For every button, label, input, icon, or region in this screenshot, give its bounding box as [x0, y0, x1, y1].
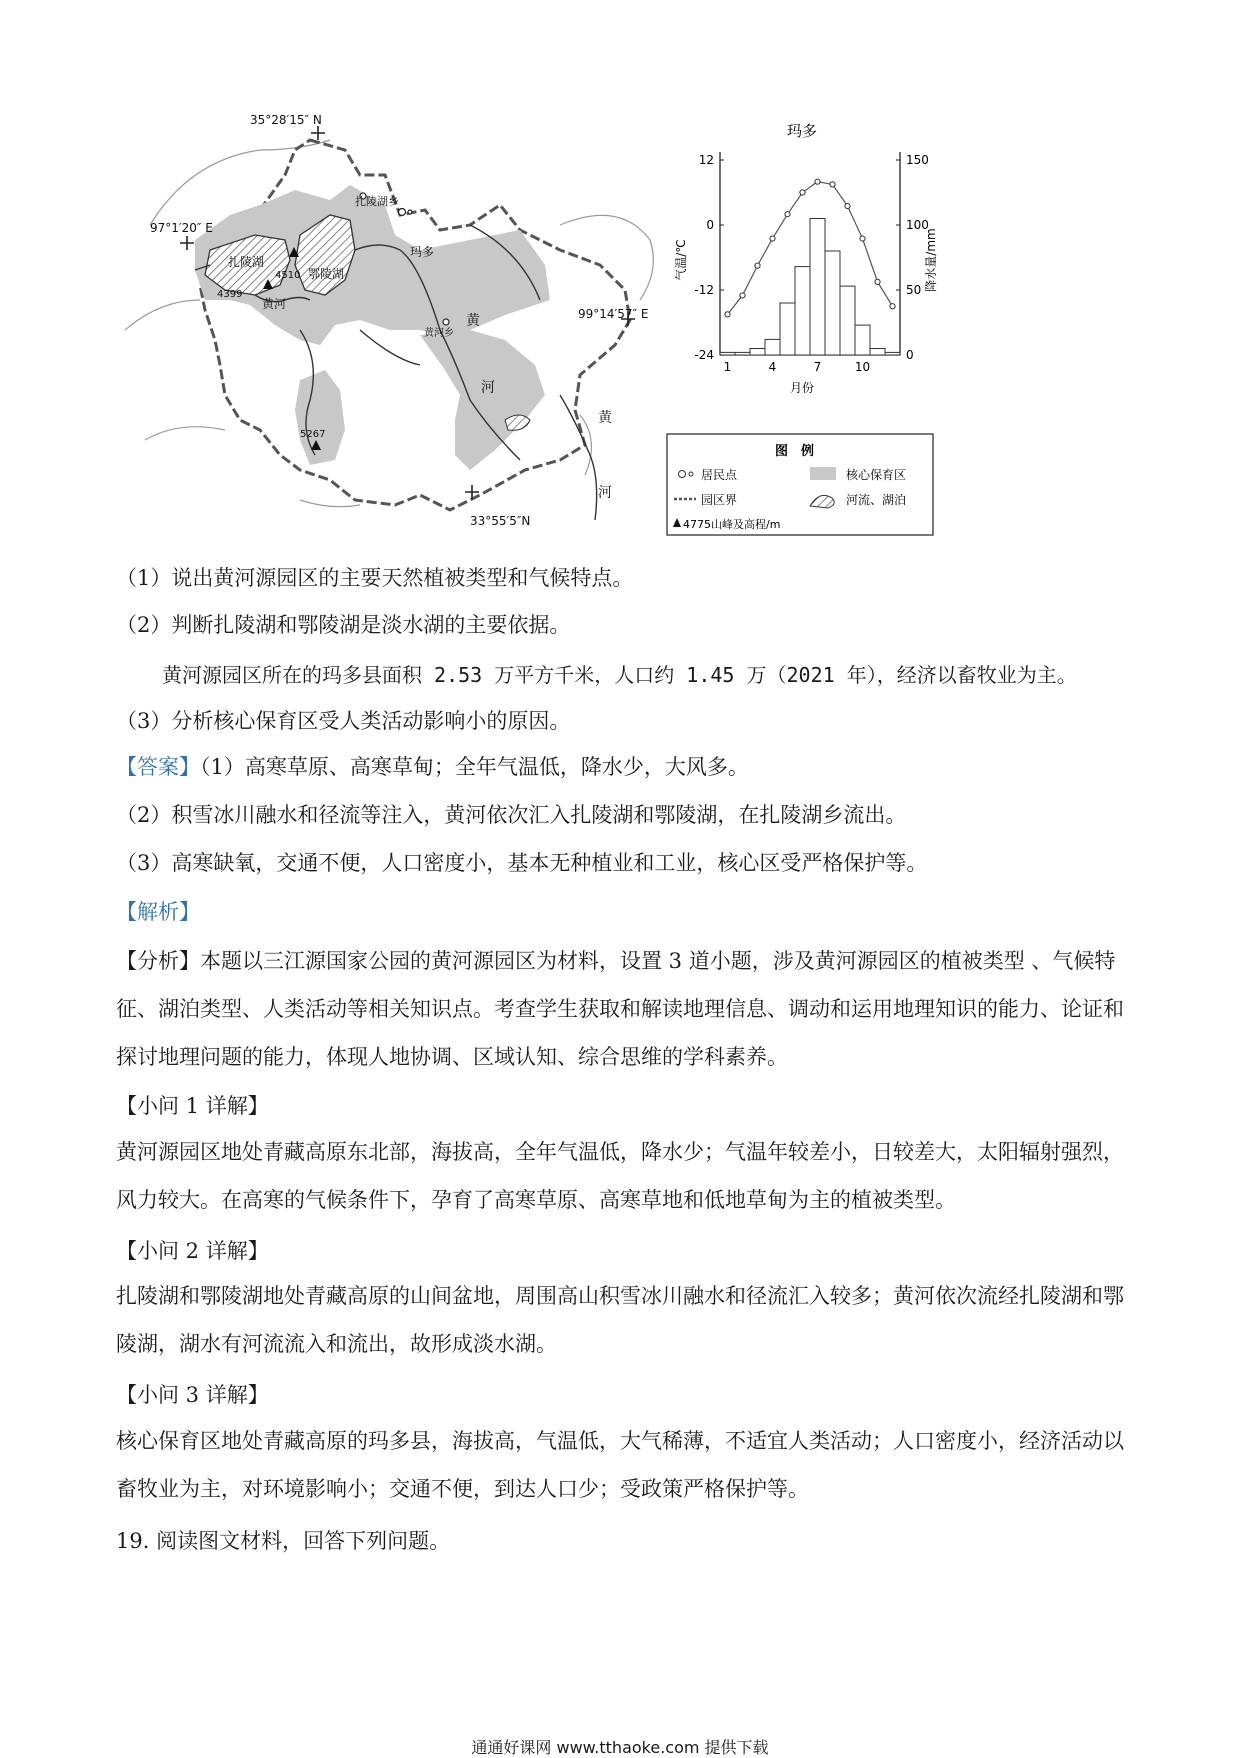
climate-chart	[660, 110, 960, 410]
precip-bar	[855, 325, 870, 355]
temperature-point	[770, 236, 775, 241]
detail-heading-3: 【小问 3 详解】	[116, 1383, 269, 1407]
label-peak-4399: 4399	[217, 289, 243, 300]
answer-1: （1）高寒草原、高寒草甸；全年气温低，降水少，大风多。	[200, 755, 749, 779]
label-river-huang2: 黄	[598, 410, 612, 426]
detail-heading-1: 【小问 1 详解】	[116, 1094, 269, 1118]
answer-tag: 【答案】	[116, 755, 200, 779]
left-tick-label: 12	[698, 153, 714, 167]
answer-line-1	[116, 752, 749, 782]
chart-ylabel-left: 气温/℃	[674, 239, 688, 281]
small-lake	[505, 415, 530, 430]
answer-2: （2）积雪冰川融水和径流等注入，黄河依次汇入扎陵湖和鄂陵湖，在扎陵湖乡流出。	[116, 803, 907, 827]
answer-3: （3）高寒缺氧，交通不便，人口密度小，基本无种植业和工业，核心区受严格保护等。	[116, 851, 928, 875]
precip-bar	[795, 267, 810, 355]
temperature-point	[860, 236, 865, 241]
temperature-point	[890, 304, 895, 309]
temperature-point	[815, 179, 820, 184]
coord-left: 97°1′20″ E	[150, 221, 213, 235]
question-2: （2）判断扎陵湖和鄂陵湖是淡水湖的主要依据。	[116, 613, 571, 637]
coord-right: 99°14′57″ E	[578, 307, 649, 321]
footer: 通通好课网 www.tthaoke.com 提供下载	[471, 1738, 769, 1757]
label-peak-4510: 4510	[275, 270, 301, 281]
x-tick-label: 10	[854, 360, 871, 374]
x-tick-label: 7	[813, 360, 822, 374]
temperature-point	[740, 293, 745, 298]
x-tick-label: 1	[723, 360, 732, 374]
label-river-huang: 黄	[466, 313, 480, 329]
right-tick-label: 0	[906, 348, 914, 362]
legend-core-zone: 核心保育区	[846, 468, 907, 482]
label-maduo: 玛多	[410, 245, 435, 259]
map-svg	[0, 0, 1240, 560]
label-river-he2: 河	[598, 485, 612, 501]
label-zhalinghu-xiang: 扎陵湖乡	[355, 195, 399, 208]
material-text: 黄河源园区所在的玛多县面积 2.53 万平方千米，人口约 1.45 万（2021 年），经济以畜牧业为主。	[162, 663, 1077, 687]
figure-area	[0, 0, 1240, 560]
analysis-overview: 【分析】本题以三江源国家公园的黄河源园区为材料，设置 3 道小题，涉及黄河源园区的植被类型 、气候特征、湖泊类型、人类活动等相关知识点。考查学生获取和解读地理信息、调动和运用地理知识的能力、论证和探讨地理问题的能力，体现人地协调、区域认知、综合思维的学科素养。	[116, 949, 1124, 1069]
label-peak-5267: 5267	[300, 429, 326, 440]
detail-2: 扎陵湖和鄂陵湖地处青藏高原的山间盆地，周围高山积雪冰川融水和径流汇入较多；黄河依次流经扎陵湖和鄂陵湖，湖水有河流流入和流出，故形成淡水湖。	[116, 1284, 1124, 1356]
analysis-tag: 【解析】	[116, 900, 200, 924]
temperature-point	[845, 203, 850, 208]
label-lake-eling: 鄂陵湖	[308, 267, 345, 281]
x-tick-label: 4	[768, 360, 777, 374]
label-lake-zhaling: 扎陵湖	[228, 255, 265, 269]
temperature-point	[785, 212, 790, 217]
precip-bar	[750, 349, 765, 356]
detail-3: 核心保育区地处青藏高原的玛多县，海拔高，气温低，大气稀薄，不适宜人类活动；人口密度小，经济活动以畜牧业为主，对环境影响小；交通不便，到达人口少；受政策严格保护等。	[116, 1429, 1124, 1501]
next-question: 19. 阅读图文材料，回答下列问题。	[116, 1529, 451, 1553]
legend-river-lake: 河流、湖泊	[846, 493, 907, 507]
precip-bar	[780, 303, 795, 355]
precip-bar	[735, 352, 750, 355]
question-3: （3）分析核心保育区受人类活动影响小的原因。	[116, 709, 571, 733]
coord-top: 35°28′15″ N	[250, 113, 322, 127]
core-zones	[195, 185, 550, 470]
chart-ylabel-right: 降水量/mm	[924, 228, 938, 292]
label-river-huanghe: 黄河	[262, 297, 287, 311]
right-tick-label: 50	[906, 283, 922, 297]
left-tick-label: -24	[694, 348, 714, 362]
temperature-point	[830, 182, 835, 187]
precip-bar	[825, 251, 840, 355]
temperature-point	[800, 190, 805, 195]
right-tick-label: 150	[906, 153, 929, 167]
label-huangheyuan-xiang: 黄河乡	[424, 328, 454, 339]
temperature-point	[875, 279, 880, 284]
coord-bottom: 33°55′5″N	[470, 514, 531, 528]
core-zone-icon	[810, 467, 836, 480]
left-tick-label: 0	[706, 218, 714, 232]
residence-icon	[679, 471, 686, 478]
legend-residence: 居民点	[701, 468, 738, 482]
legend-peak: 4775山峰及高程/m	[683, 518, 781, 531]
chart-title: 玛多	[786, 122, 818, 140]
temperature-point	[725, 312, 730, 317]
detail-1: 黄河源园区地处青藏高原东北部，海拔高，全年气温低，降水少；气温年较差小，日较差大，太阳辐射强烈，风力较大。在高寒的气候条件下，孕育了高寒草原、高寒草地和低地草甸为主的植被类型。	[116, 1140, 1124, 1212]
precip-bar	[840, 286, 855, 355]
precip-bar	[810, 219, 825, 356]
right-tick-label: 100	[906, 218, 929, 232]
legend-title: 图 例	[775, 444, 815, 459]
label-river-he: 河	[481, 380, 495, 396]
detail-heading-2: 【小问 2 详解】	[116, 1239, 269, 1263]
question-1: （1）说出黄河源园区的主要天然植被类型和气候特点。	[116, 566, 634, 590]
precip-bar	[870, 349, 885, 356]
temperature-point	[755, 263, 760, 268]
precip-bar	[765, 339, 780, 355]
legend-park-boundary: 园区界	[701, 493, 738, 507]
legend	[667, 434, 933, 535]
chart-xlabel: 月份	[789, 381, 815, 395]
left-tick-label: -12	[694, 283, 714, 297]
